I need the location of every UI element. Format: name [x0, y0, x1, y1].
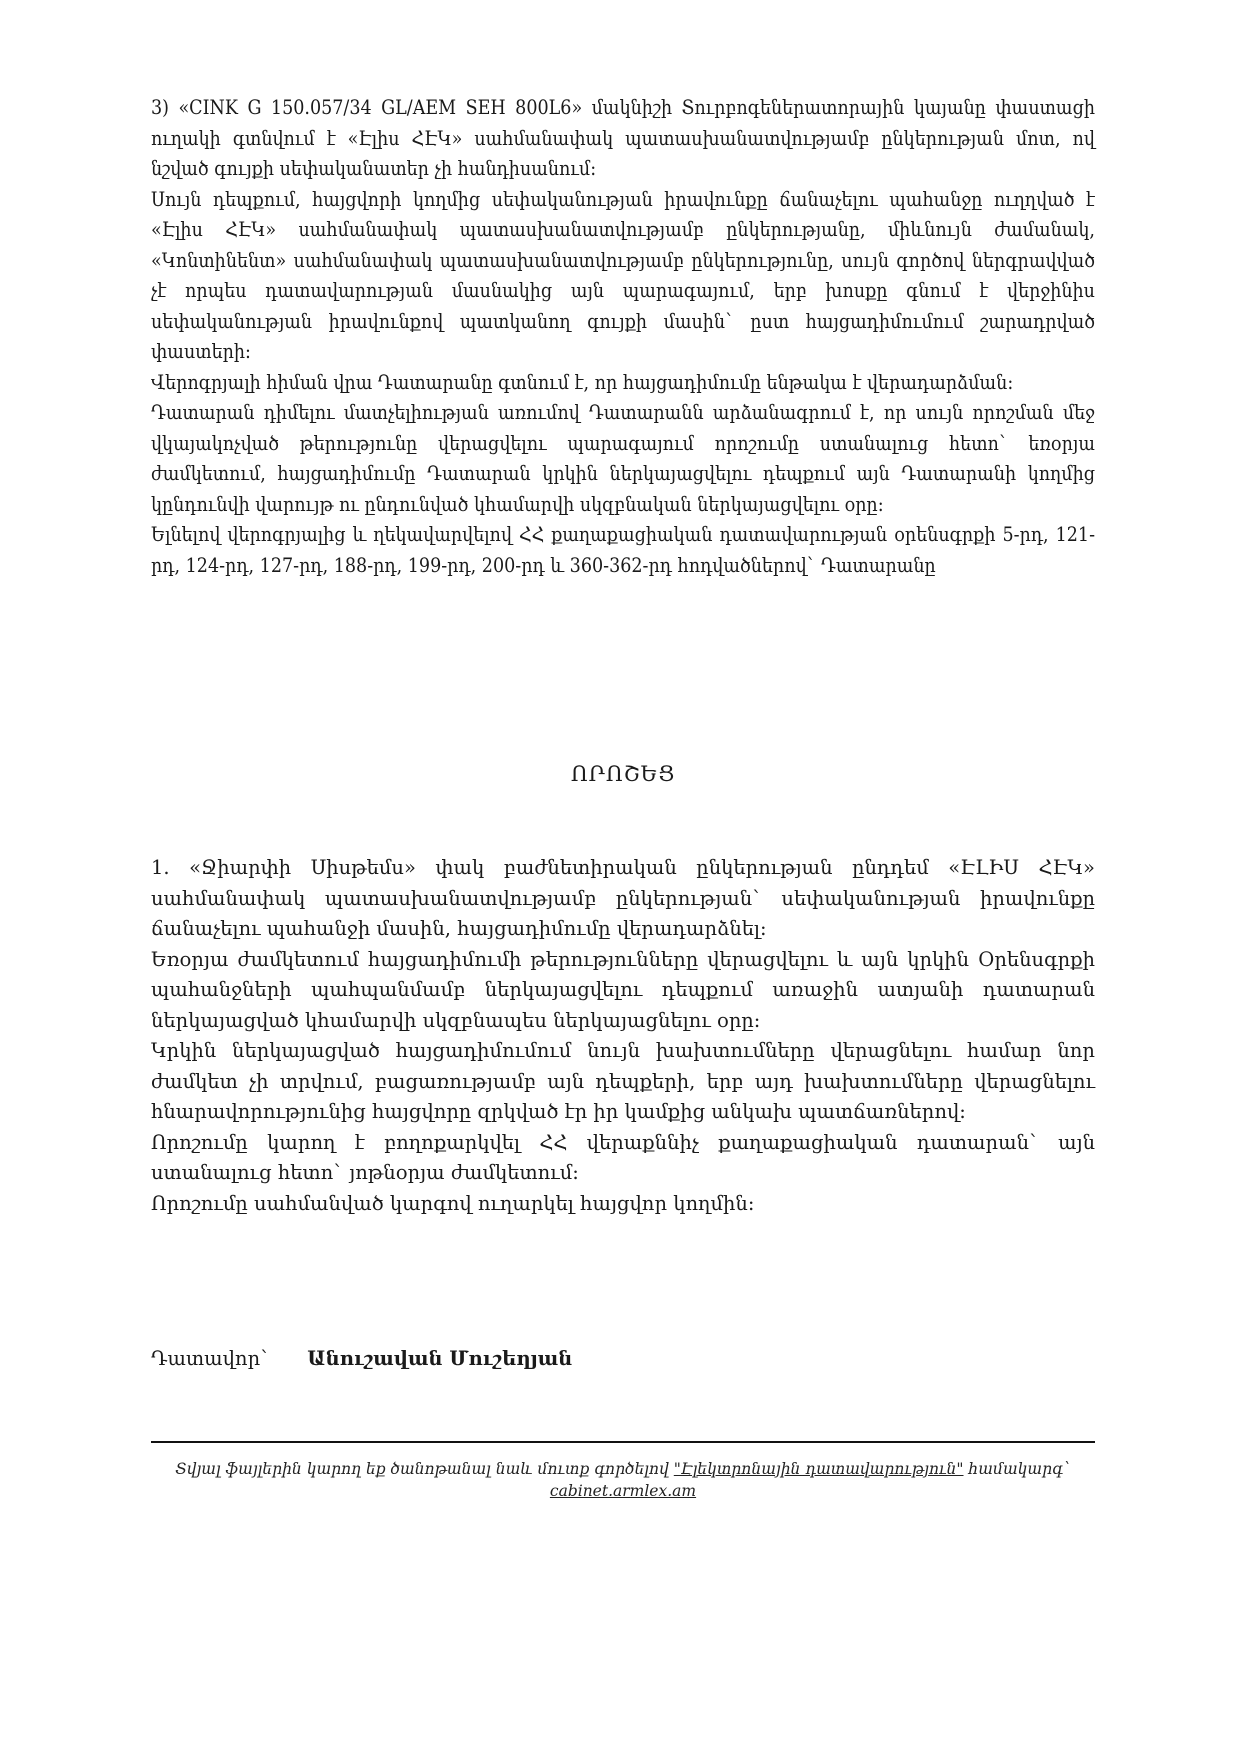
judge-signature	[151, 1344, 572, 1374]
paragraph: 3) «CINK G 150.057/34 GL/AEM SEH 800L6» մակնիշի Տուրբոգեներատորային կայանը փաստացի ուղակի գտնվում է «Էլիս ՀԷԿ» սահմանափակ պատասխանատվությամբ ընկերության մոտ, ով նշված գույքի սեփականատեր չի հանդիսանում:	[151, 96, 1095, 180]
e-litigation-link[interactable]: "Էլեկտրոնային դատավարություն"	[673, 1460, 964, 1478]
paragraph: Որոշումը կարող է բողոքարկվել ՀՀ վերաքննիչ քաղաքացիական դատարան` այն ստանալուց հետո` յոթնօրյա ժամկետում:	[151, 1130, 1095, 1184]
footer-divider	[151, 1441, 1095, 1443]
paragraph: Որոշումը սահմանված կարգով ուղարկել հայցվոր կողմին:	[151, 1191, 755, 1215]
reasoning-section	[151, 93, 1095, 581]
paragraph: Կրկին ներկայացված հայցադիմումում նույն խախտումները վերացնելու համար նոր ժամկետ չի տրվում, բացառությամբ այն դեպքերի, երբ այդ խախտումները վերացնելու հնարավորությունից հայցվորը զրկված էր իր կամքից անկախ պատճառներով:	[151, 1039, 1095, 1123]
paragraph: 1. «Ջիարփի Սիսթեմս» փակ բաժնետիրական ընկերության ընդդեմ «ԷԼԻՍ ՀԷԿ» սահմանափակ պատասխանատվությամբ ընկերության` սեփականության իրավունքը ճանաչելու պահանջի մասին, հայցադիմումը վերադարձնել:	[151, 856, 1095, 940]
footer-note	[151, 1458, 1095, 1502]
judge-role: Դատավոր`	[151, 1347, 270, 1370]
paragraph: Սույն դեպքում, հայցվորի կողմից սեփականության իրավունքը ճանաչելու պահանջը ուղղված է «Էլիս ՀԷԿ» սահմանափակ պատասխանատվությամբ ընկերությանը, միևնույն ժամանակ, «Կոնտինենտ» սահմանափակ պատասխանատվությամբ ընկերությունը, սույն գործով ներգրավված չէ որպես դատավարության մասնակից այն պարագայում, երբ խոսքը գնում է վերջինիս սեփականության իրավունքով պատկանող գույքի մասին` ըստ հայցադիմումում շարադրված փաստերի:	[151, 187, 1095, 363]
paragraph: Վերոգրյալի հիման վրա Դատարանը գտնում է, որ հայցադիմումը ենթակա է վերադարձման:	[151, 370, 1014, 394]
judge-name: Անուշավան Մուշեղյան	[307, 1347, 573, 1370]
footer-text-after: համակարգ`	[963, 1460, 1071, 1478]
paragraph: Եռօրյա ժամկետում հայցադիմումի թերությունները վերացվելու և այն կրկին Օրենսգրքի պահանջների պահպանմամբ ներկայացվելու դեպքում առաջին ատյանի դատարան ներկայացված կհամարվի սկզբնապես ներկայացնելու օրը:	[151, 947, 1095, 1032]
decision-section	[151, 853, 1095, 1219]
footer-text: Տվյալ ֆայլերին կարող եք ծանոթանալ նաև մուտք գործելով	[175, 1460, 674, 1478]
decision-heading: ՈՐՈՇԵՑ	[570, 762, 676, 786]
paragraph: Դատարան դիմելու մատչելիության առումով Դատարանն արձանագրում է, որ սույն որոշման մեջ վկայակոչված թերությունը վերացվելու պարագայում որոշումը ստանալուց հետո` եռօրյա ժամկետում, հայցադիմումը Դատարան կրկին ներկայացվելու դեպքում այն Դատարանի կողմից կընդունվի վարույթ ու ընդունված կհամարվի սկզբնական ներկայացվելու օրը:	[151, 401, 1095, 516]
paragraph: Ելնելով վերոգրյալից և ղեկավարվելով ՀՀ քաղաքացիական դատավարության օրենսգրքի 5-րդ, 121-րդ, 124-րդ, 127-րդ, 188-րդ, 199-րդ, 200-րդ և 360-362-րդ հոդվածներով` Դատարանը	[151, 523, 1095, 577]
cabinet-site-link[interactable]: cabinet.armlex.am	[549, 1482, 697, 1500]
